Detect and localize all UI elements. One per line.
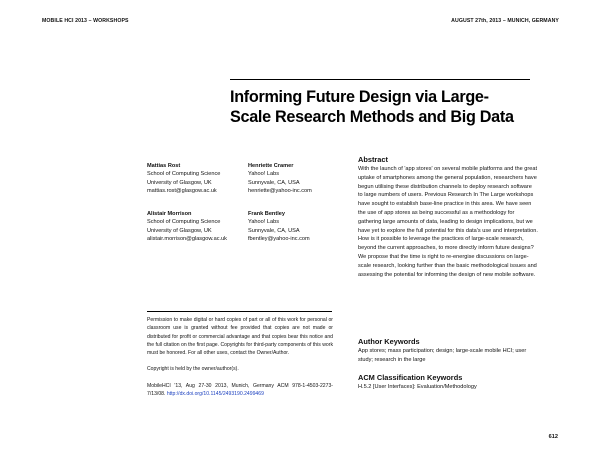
- permission-text: Permission to make digital or hard copies of part or all of this work for personal or classroom use is granted without fee provided that copies are not made or distributed for profit or commercial advantage and that copies bear this notice and the full citation on the first page. Copyrights for third-party components of this work must be honored. For all other uses, contact the Owner/Author.: [147, 317, 333, 357]
- abstract-text: With the launch of 'app stores' on several mobile platforms and the great uptake of smartphones among the general population, researchers have begun utilising these distribution channels to deploy research software to large numbers of users. Previous Research In The Large workshops have sought to establish base-line practice in this area. We have seen the use of app stores as being successful as a methodology for gathering large amounts of data, leading to design implications, but we have yet to explore the full potential for this data's use and interpretation. How is it possible to leverage the practices of large-scale research, beyond the current approaches, to more directly inform future designs? We propose that the time is right to re-energise discussions on large-scale research, looking further than the basic methodological issues and assessing the potential for informing the design of new mobile software.: [358, 166, 538, 278]
- author-location: University of Glasgow, UK: [147, 227, 212, 234]
- author-name: Alistair Morrison: [147, 211, 192, 217]
- acm-text: H.5.2 [User Interfaces]: Evaluation/Methodology: [358, 384, 477, 390]
- author-block: [248, 162, 312, 196]
- paper-title: [230, 88, 550, 127]
- author-affiliation: Yahoo! Labs: [248, 219, 279, 226]
- abstract-heading: Abstract: [358, 155, 388, 164]
- title-line-1: Informing Future Design via Large-: [230, 88, 489, 106]
- author-affiliation: Yahoo! Labs: [248, 171, 279, 178]
- doi-link[interactable]: http://dx.doi.org/10.1145/2493190.2499469: [166, 391, 264, 398]
- citation-prefix: MobileHCI '13, Aug 27-30 2013, Munich, Germany ACM 978-1-4503-2273-7/13/08.: [147, 382, 333, 398]
- author-name: Frank Bentley: [248, 211, 285, 217]
- author-location: Sunnyvale, CA, USA: [248, 179, 300, 186]
- running-header-right: AUGUST 27th, 2013 – MUNICH, GERMANY: [451, 18, 559, 24]
- author-block: [147, 210, 227, 244]
- title-divider: [230, 79, 530, 80]
- author-affiliation: School of Computing Science: [147, 171, 221, 178]
- author-location: Sunnyvale, CA, USA: [248, 227, 300, 234]
- running-header-left: MOBILE HCI 2013 – WORKSHOPS: [42, 18, 129, 24]
- author-location: University of Glasgow, UK: [147, 179, 212, 186]
- citation-text: [147, 382, 333, 399]
- page-number: 612: [548, 434, 558, 440]
- author-name: Mattias Rost: [147, 163, 181, 169]
- keywords-heading: Author Keywords: [358, 337, 420, 346]
- author-email[interactable]: fbentley@yahoo-inc.com: [248, 236, 310, 243]
- author-affiliation: School of Computing Science: [147, 219, 221, 226]
- author-email[interactable]: alistair.morrison@glasgow.ac.uk: [147, 236, 227, 243]
- permission-notice: [147, 316, 333, 406]
- author-email[interactable]: henriette@yahoo-inc.com: [248, 188, 312, 195]
- keywords-text: App stores; mass participation; design; large-scale mobile HCI; user study; research in the large: [358, 348, 527, 363]
- author-block: [248, 210, 310, 244]
- author-name: Henriette Cramer: [248, 163, 294, 169]
- acm-heading: ACM Classification Keywords: [358, 373, 463, 382]
- copyright-text: Copyright is held by the owner/author(s).: [147, 366, 239, 373]
- title-line-2: Scale Research Methods and Big Data: [230, 107, 514, 126]
- permission-divider: [147, 311, 332, 312]
- author-block: [147, 162, 220, 196]
- author-email[interactable]: mattias.rost@glasgow.ac.uk: [147, 188, 217, 195]
